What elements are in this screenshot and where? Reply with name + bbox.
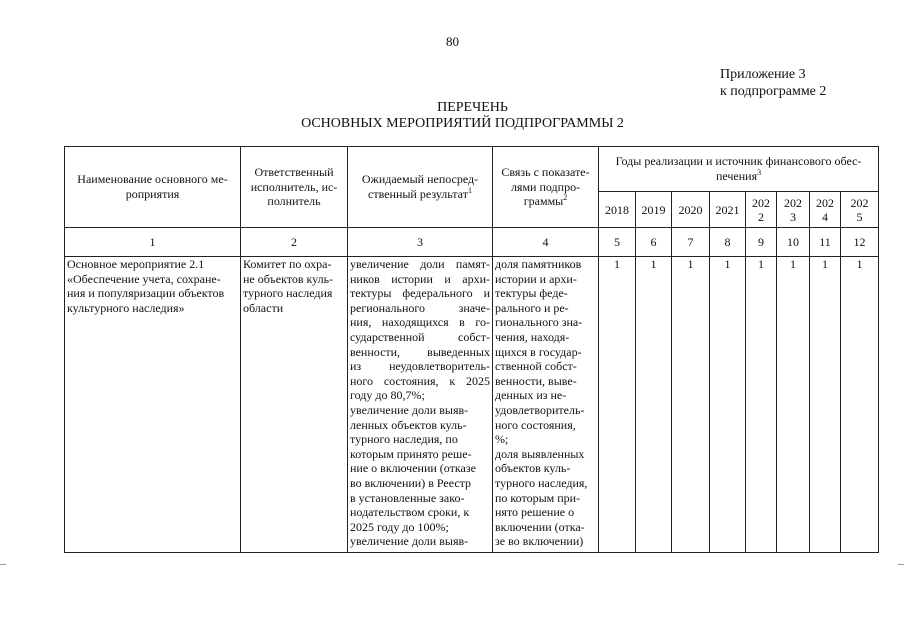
column-number: 1 [65,228,241,257]
year-label: 2019 [641,202,666,217]
cell-text-line: ного состояния, к 2025 [350,373,490,388]
cell-text-line: ния и популяризации объектов [67,286,225,301]
header-year [841,192,879,228]
year-label: 202 [784,195,802,210]
cell-text-line: Основное мероприятие 2.1 [67,257,205,271]
year-label: 5 [856,209,863,224]
column-number: 2 [241,228,348,257]
scan-edge-mark [898,564,904,565]
cell-text-line: нято решение о [495,505,575,520]
cell-text-line: из неудовлетворитель- [350,359,490,374]
cell-text-line: доля памятников [495,257,582,271]
header-years [599,147,879,192]
header-year [777,192,810,228]
cell-text-line: рального и ре- [495,300,569,315]
column-number: 4 [493,228,599,257]
column-number: 3 [348,228,493,257]
cell-text-line: которым принято реше- [350,446,472,461]
cell-text-line: удовлетворитель- [495,402,585,417]
cell-text-line: области [243,300,284,315]
cell-text-line: увеличение доли выяв- [350,534,469,549]
cell-year-value: 1 [636,257,672,553]
cell-year-value: 1 [672,257,710,553]
header-line: Ответственный [254,165,334,180]
cell-measure-name [65,257,241,553]
header-result [348,147,493,228]
header-line: печения [715,169,758,183]
cell-text-line: включении (отка- [495,519,585,534]
cell-year-value: 1 [746,257,777,553]
header-year [636,192,672,228]
cell-text-line: Комитет по охра- [243,257,332,271]
cell-text-line: зе во включении) [495,534,584,549]
column-number: 5 [599,228,636,257]
column-number: 8 [710,228,746,257]
year-label: 202 [752,195,770,210]
header-year [672,192,710,228]
column-number-row [65,228,879,257]
cell-text-line: объектов куль- [495,461,571,476]
cell-text-line: культурного наследия» [67,300,185,315]
footnote-mark: 1 [467,186,472,195]
year-label: 2 [758,209,764,224]
cell-text-line: не объектов куль- [243,271,334,286]
header-year [810,192,841,228]
header-line: исполнитель, ис- [250,179,338,194]
cell-text-line: ние о включении (отказе [350,461,476,476]
cell-text-line: 2025 году до 100%; [350,519,449,534]
cell-expected-result [348,257,493,553]
header-name [65,147,241,228]
cell-year-value: 1 [841,257,879,553]
header-line: Связь с показате- [501,165,590,180]
cell-text-line: чения, находя- [495,329,570,344]
cell-text-line: доля выявленных [495,446,585,461]
header-line: Ожидаемый непосред- [361,172,479,187]
column-number: 10 [777,228,810,257]
column-number: 6 [636,228,672,257]
cell-text-line: по которым при- [495,490,581,505]
cell-text-line: нодательством сроки, к [350,505,470,520]
cell-text-line: %; [495,432,509,447]
cell-text-line: тектуры феде- [495,286,568,301]
cell-text-line: щихся в государ- [495,344,582,359]
cell-text-line: турного наследия, [495,475,588,490]
cell-text-line: ния, находящихся в го- [350,315,490,330]
header-year [599,192,636,228]
cell-year-value: 1 [810,257,841,553]
cell-text-line: ников истории и архи- [350,271,490,286]
year-label: 2021 [715,202,740,217]
cell-year-value: 1 [710,257,746,553]
cell-text-line: турного наследия [243,286,333,301]
header-line: полнитель [267,194,321,209]
year-label: 4 [822,209,828,224]
document-title [0,100,905,132]
cell-text-line: году до 80,7%; [350,388,425,403]
cell-text-line: во включении) в Реестр [350,475,472,490]
table-row [65,257,879,553]
page-number: 80 [446,34,459,49]
header-year [710,192,746,228]
cell-year-value: 1 [599,257,636,553]
title-line: ПЕРЕЧЕНЬ [437,100,508,115]
cell-text-line: ленных объектов куль- [350,417,467,432]
cell-text-line: ного состояния, [495,417,576,432]
cell-text-line: в установленные зако- [350,490,465,505]
footnote-mark: 2 [563,193,568,203]
header-link [493,147,599,228]
column-number: 7 [672,228,710,257]
cell-text-line: «Обеспечение учета, сохране- [67,271,221,286]
scan-edge-mark [0,564,6,565]
title-line: ОСНОВНЫХ МЕРОПРИЯТИЙ ПОДПРОГРАММЫ 2 [301,116,624,131]
header-line: Годы реализации и источник финансового обес- [615,154,862,169]
year-label: 2018 [605,202,629,217]
cell-text-line: истории и архи- [495,271,577,286]
year-label: 202 [850,195,869,210]
year-label: 2020 [678,202,703,217]
cell-executor [241,257,348,553]
year-label: 202 [816,195,834,210]
header-line: роприятия [125,187,180,201]
cell-indicator-link [493,257,599,553]
cell-text-line: регионального значе- [350,300,490,315]
footnote-mark: 3 [757,168,762,177]
cell-text-line: увеличение доли выяв- [350,402,469,417]
cell-text-line: тектуры федерального и [350,286,490,301]
column-number: 9 [746,228,777,257]
appendix-line: Приложение 3 [720,67,806,82]
cell-text-line: ственной собст- [495,359,577,374]
cell-text-line: гионального зна- [495,315,583,330]
cell-text-line: венности, выве- [495,373,577,388]
cell-year-value: 1 [777,257,810,553]
appendix-line: к подпрограмме 2 [720,84,827,99]
header-line: граммы [523,194,564,209]
cell-text-line: венности, выведенных [350,344,490,359]
column-number: 11 [810,228,841,257]
header-line: ственный результат [368,187,468,201]
cell-text-line: увеличение доли памят- [350,257,490,271]
cell-text-line: турного наследия, по [350,432,458,447]
cell-text-line: денных из не- [495,388,567,403]
header-executor [241,147,348,228]
year-label: 3 [790,209,796,224]
cell-text-line: сударственной собст- [350,329,490,344]
header-line: лями подпро- [510,179,581,194]
header-year [746,192,777,228]
header-line: Наименование основного ме- [77,172,228,187]
column-number: 12 [841,228,879,257]
appendix-note [720,66,826,100]
measures-table [64,146,879,553]
